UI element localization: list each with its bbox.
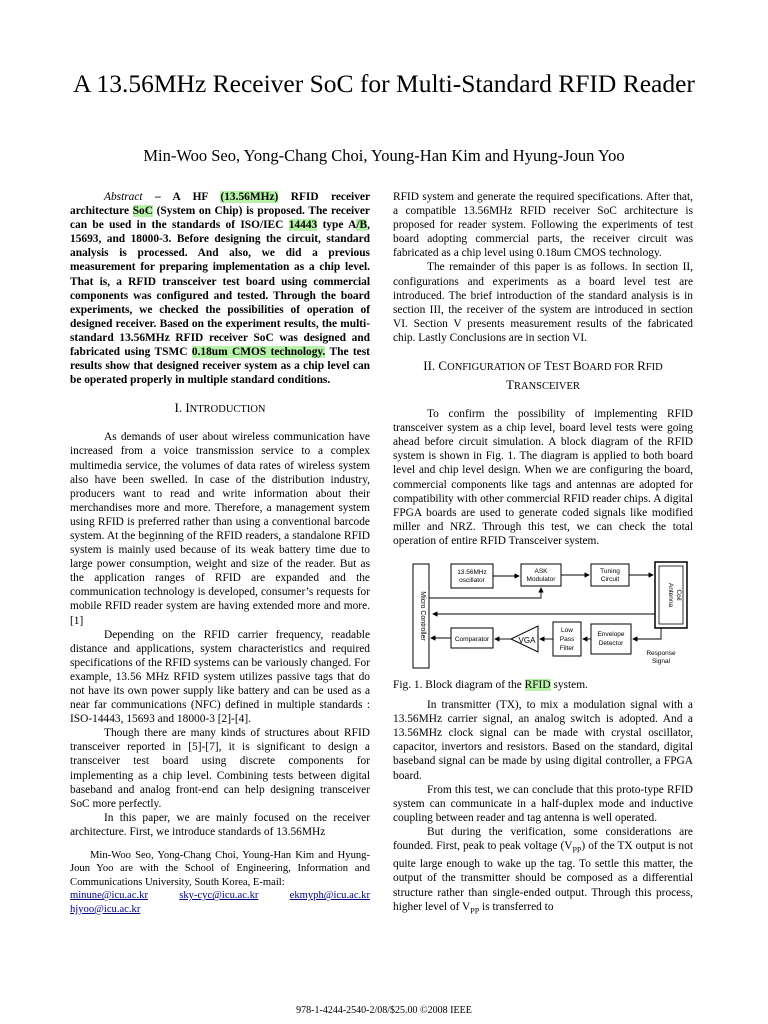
oscillator-label: 13.56MHz oscillator [457, 568, 487, 584]
paragraph: RFID system and generate the required specifications. After that, a compatible 13.56MHz RFID receiver SoC architecture is proposed for reader system. Following the experiments of test board adopting commercial parts, the receiver circuit was fabricated as a chip level using 0.18um CMOS technology. [393, 191, 693, 260]
figure-1-block-diagram [393, 558, 693, 674]
tuning-label-1: Tuning [600, 567, 620, 575]
heading-text: II. C [423, 358, 448, 374]
response-label-2: Signal [651, 657, 671, 665]
ask-label-1: ASK [534, 567, 548, 575]
paper-authors: Min-Woo Seo, Yong-Chang Choi, Young-Han Kim and Hyung-Joun Yoo [143, 146, 625, 165]
oscillator-block [451, 564, 493, 588]
subscript: PP [470, 905, 480, 915]
heading-text: I. I [174, 400, 190, 416]
heading-text: ONFIGURATION OF [447, 362, 544, 374]
paragraph: Though there are many kinds of structures about RFID transceiver reported in [5]-[7], it is significant to design a transceiver test board using discrete components for implementing as a chip level. Combining tests between digital baseband and analog front-end can help designing transceiver SoC more perfectly. [70, 727, 370, 810]
heading-text: OARD FOR [581, 362, 638, 374]
antenna-label-1: Antenna [667, 582, 674, 608]
block-diagram [393, 558, 693, 674]
abstract-text: (System on Chip) is proposed. The receiver can be used in the standards of ISO/IEC [70, 205, 370, 232]
envelope-detector-block [591, 624, 631, 654]
highlight: /B [356, 219, 368, 232]
abstract-text: type A [317, 219, 357, 232]
caption-text: system. [550, 678, 588, 691]
heading-text: R [637, 358, 646, 374]
highlight: 14443 [288, 219, 318, 232]
heading-text: T [543, 358, 552, 374]
email-link[interactable]: minune@icu.ac.kr [70, 890, 148, 902]
abstract-text: – A HF [142, 191, 221, 203]
email-link[interactable]: sky-cyc@icu.ac.kr [179, 890, 259, 902]
right-column [393, 190, 693, 918]
email-link[interactable]: hjyoo@icu.ac.kr [70, 903, 141, 915]
highlight: (13.56MHz) [220, 191, 279, 203]
antenna-label-2: Coil [675, 589, 682, 601]
abstract-text: , 15693, and 18000-3. Before designing the circuit, standard analysis is processed. And also, we did a previous measurement for preparing implementation as a chip level. That is, a RFID transceiver test board using commercial components was configured and tested. Through the board experiments, we checked the possibilities of operation of designed receiver. Based on the experiment results, the multi-standard 13.56MHz RFID receiver SoC was designed and fabricated using TSMC [70, 219, 371, 359]
paragraph: In this paper, we are mainly focused on the receiver architecture. First, we introduce standards of 13.56MHz [70, 811, 370, 838]
paragraph: From this test, we can conclude that this proto-type RFID system can communicate in a half-duplex mode and inductive coupling between reader and tag antenna is well operated. [393, 783, 693, 824]
subscript: PP [572, 845, 582, 855]
abstract-text: RFID receiver architecture [70, 191, 370, 218]
heading-text: EST [551, 362, 574, 374]
tuning-label-2: Circuit [600, 575, 620, 583]
section-heading-introduction [70, 399, 370, 418]
env-label-2: Detector [598, 639, 624, 647]
paragraph-text: But during the verification, some considerations are founded. First, peak to peak voltage (V [393, 825, 693, 852]
micro-controller-label: Micro Controller [419, 591, 426, 641]
paragraph-text: is transferred to [479, 900, 554, 913]
heading-text: B [573, 358, 582, 374]
heading-text: RANSCEIVER [514, 381, 580, 393]
paragraph: As demands of user about wireless communication have increased from a voice transmission service to a complex multimedia service, the volumes of data rates of wireless system also have been swelled. In case of the distribution industry, producers want to read and write information about their merchandises more and more. Therefore, a management system using RFID is preferred rather than using a conventional barcode system. At the beginning of the RFID readers, a standalone RFID system is mainly used because of its weak battery time due to large power consumption, weight and size of the reader. But as the application ranges of RFID are expanded and the communication technology is developed, consumer’s requests for mobile RFID reader system are having extended more and more. [1] [70, 431, 370, 627]
section-heading-configuration [393, 357, 693, 395]
paragraph: To confirm the possibility of implementing RFID transceiver system as a chip level, board level tests were going ahead before circuit simulation. A block diagram of the RFID system is shown in Fig. 1. The diagram is applied to both board level and chip level design. When we are configuring the board, commercial components like tags and antennas are adopted for compatibility with other commercial RFID reader chips. A digital FPGA boards are used to generate coded signals like modified miller and NRZ. Through this test, we can check the total operation of entire RFID Transceiver system. [393, 408, 693, 547]
lpf-label-1: Low [561, 626, 573, 634]
response-label-1: Response [646, 649, 676, 657]
ask-label-2: Modulator [526, 575, 556, 583]
left-column [70, 190, 370, 916]
copyright-footer: 978-1-4244-2540-2/08/$25.00 ©2008 IEEE [296, 1005, 472, 1016]
footnote-text: Min-Woo Seo, Yong-Chang Choi, Young-Han Kim and Hyung-Joun Yoo are with the School of Engineering, Information and Communications University, South Korea, E-mail: [70, 850, 370, 888]
abstract [70, 190, 370, 387]
env-label-1: Envelope [597, 630, 625, 638]
abstract-lead: Abstract [104, 191, 143, 203]
abstract-text: The test results show that designed receiver system as a chip level can be operated properly in multiple standard conditions. [70, 346, 370, 387]
lpf-label-2: Pass [559, 635, 575, 643]
paragraph: Depending on the RFID carrier frequency, readable distance and applications, system characteristics and required specifications of the RFID systems can be variously changed. For example, 13.56 MHz RFID system utilizes passive tags that do not have its own power supply like battery and can be used as a near far communications (NFC) defined in multiple standards : ISO-14443, 15693 and 18000-3 [2]-[4]. [70, 628, 370, 726]
heading-text: FID [645, 362, 663, 374]
caption-text: Fig. 1. Block diagram of the [393, 678, 525, 691]
paragraph [393, 825, 693, 918]
lpf-label-3: Filter [559, 644, 575, 652]
paragraph: In transmitter (TX), to mix a modulation signal with a 13.56MHz carrier signal, an analog switch is adopted. And a 13.56MHz clock signal can be made with crystal oscillator, capacitor, invertors and resistors. Based on the standard, digital baseband signal can be made by using digital controller, a FPGA board. [393, 699, 693, 782]
email-link[interactable]: ekmyph@icu.ac.kr [289, 890, 370, 902]
figure-caption [393, 678, 693, 692]
highlight: SoC [132, 205, 153, 218]
paper-title: A 13.56MHz Receiver SoC for Multi-Standard RFID Reader [73, 69, 695, 98]
heading-text: T [506, 377, 514, 393]
paragraph-text: ) of the TX output is not quite large enough to wake up the tag. To settle this matter, the output of the transmitter should be composed as a differential structure rather than single-ended output. Through this process, higher level of V [393, 840, 693, 913]
highlight: RFID [524, 678, 551, 691]
heading-text: NTRODUCTION [189, 404, 266, 416]
comparator-label: Comparator [454, 635, 490, 643]
vga-label: VGA [518, 635, 536, 645]
author-footnote [70, 849, 370, 916]
paragraph: The remainder of this paper is as follows. In section II, configurations and experiments as a board level test are introduced. The brief introduction of the standard analysis is in section III, the receiver of the system are introduced in section VI. Section V presents measurement results of the fabricated chip. Lastly Conclusions are in section VI. [393, 261, 693, 344]
highlight: 0.18um CMOS technology. [191, 346, 326, 359]
